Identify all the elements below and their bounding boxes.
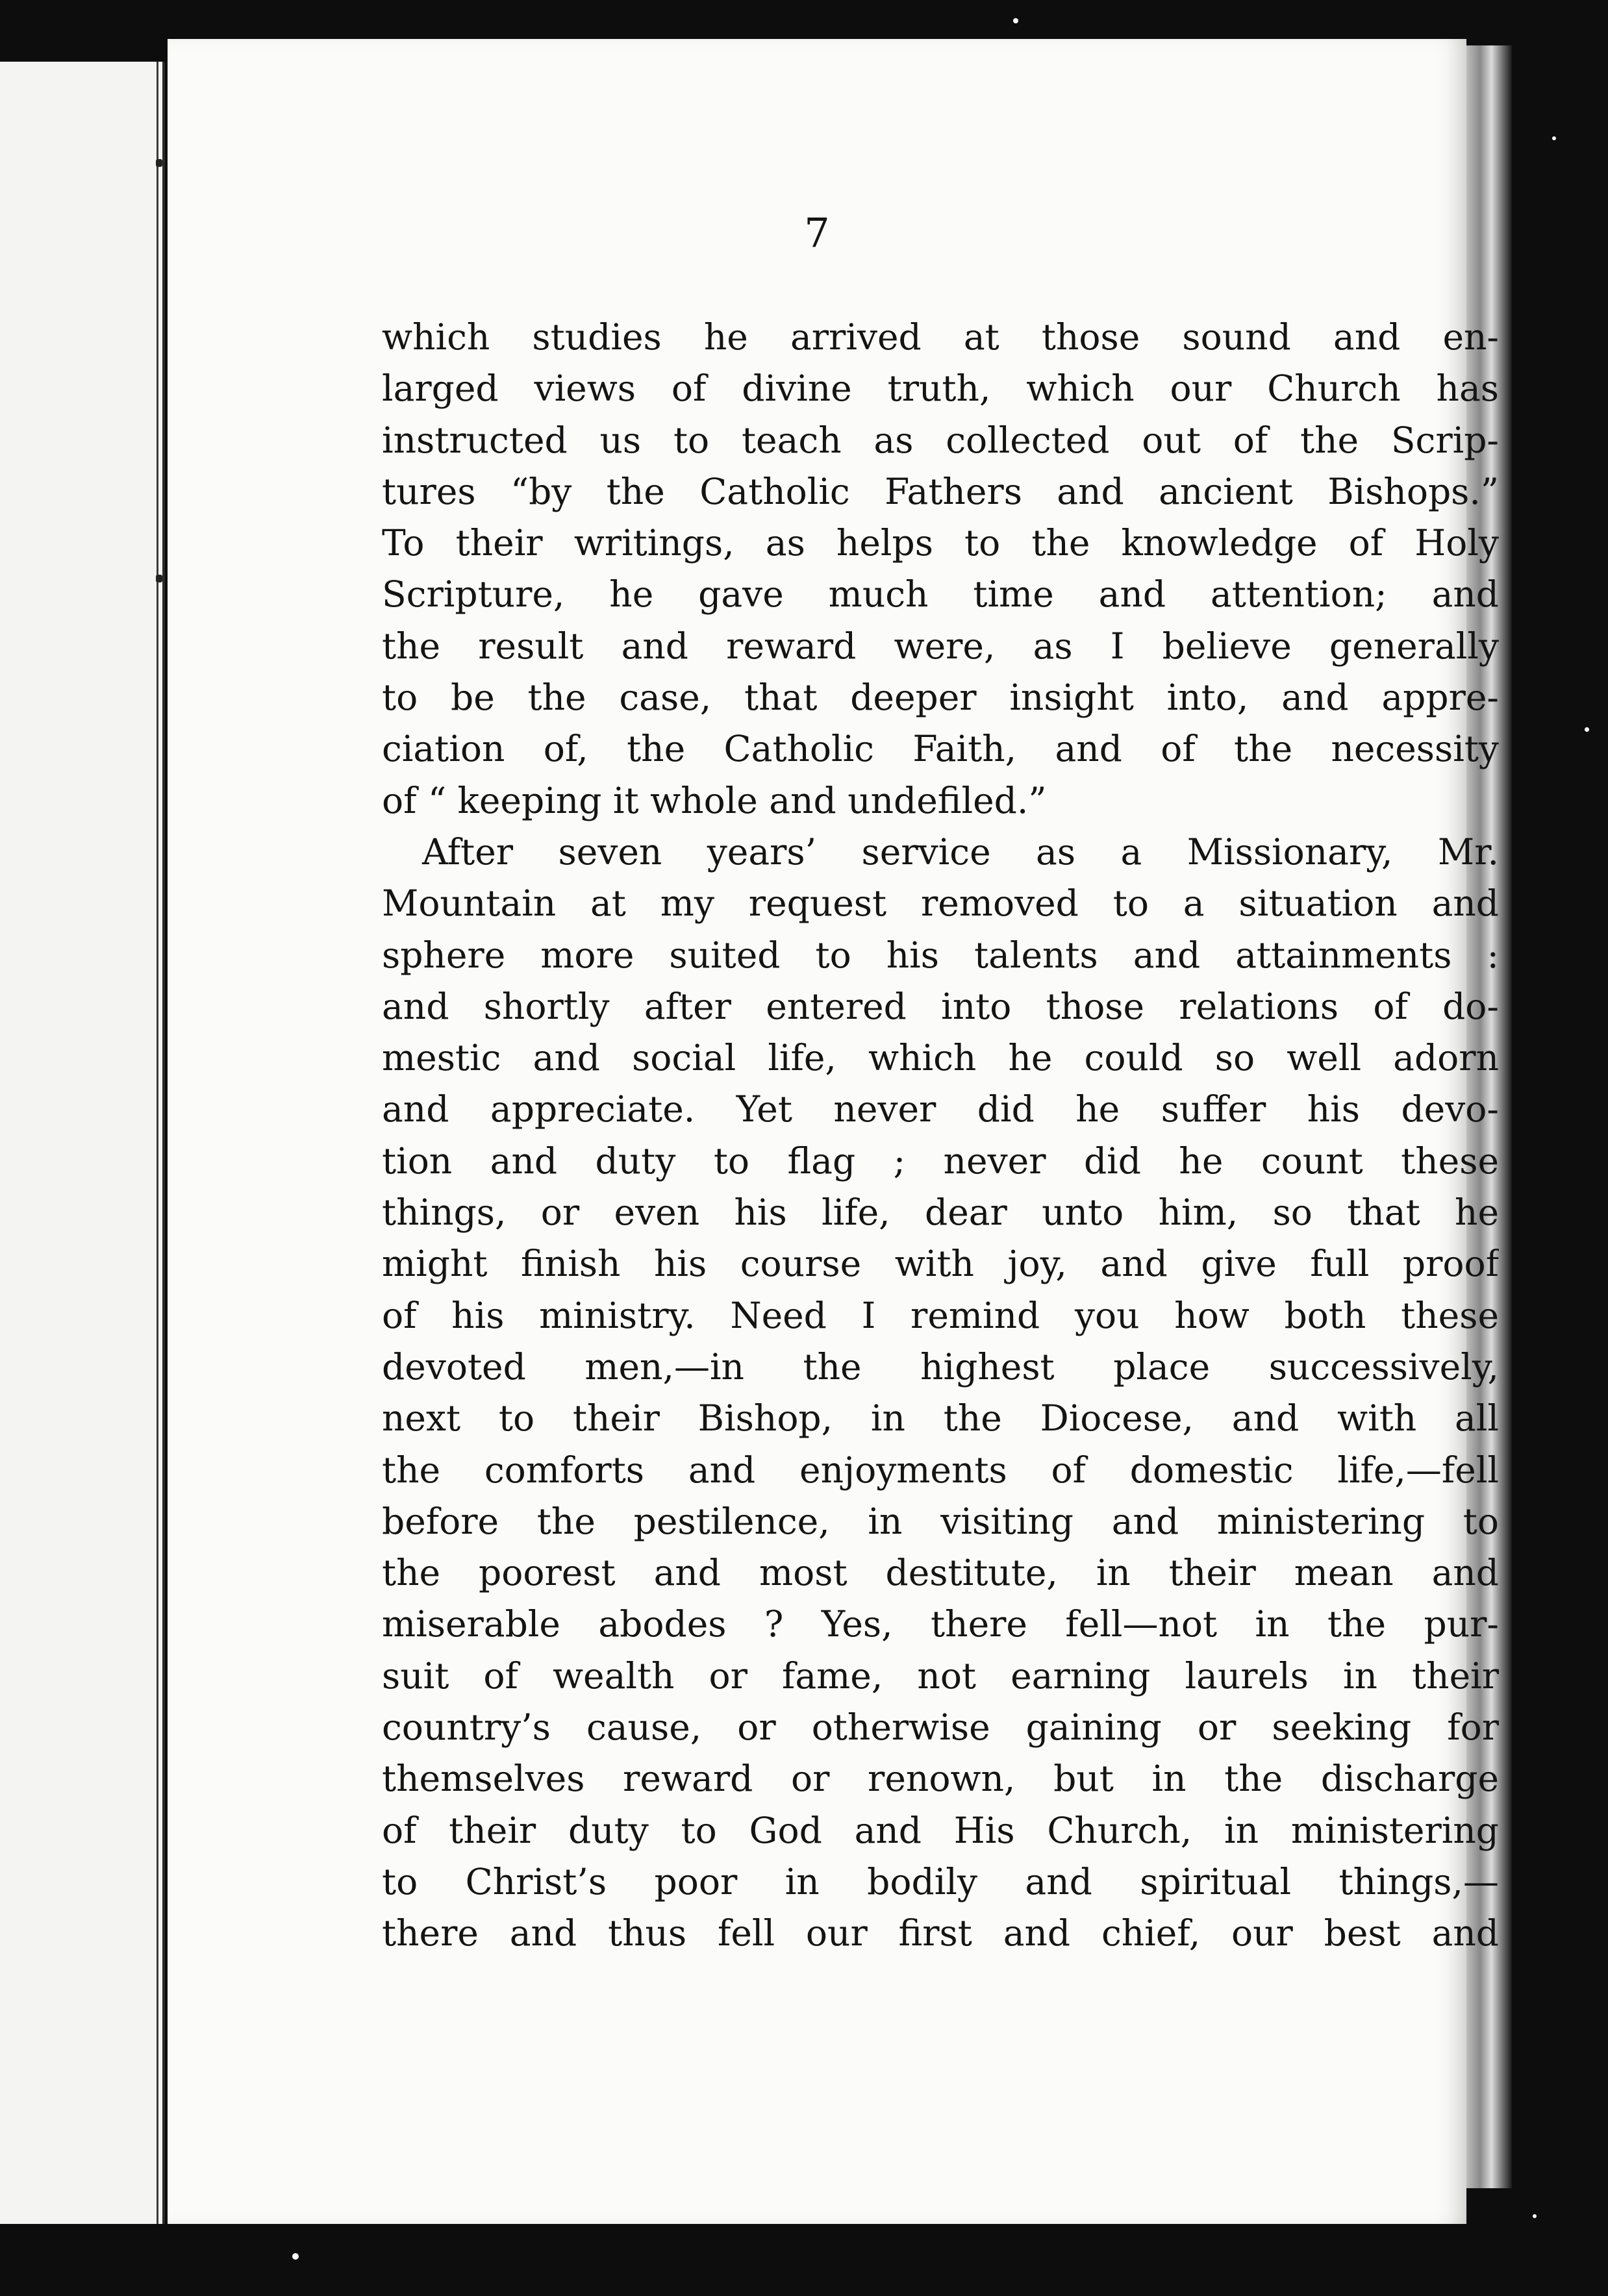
text-line: suit of wealth or fame, not earning laurels in their: [382, 1654, 1499, 1697]
facing-page-edge: [0, 62, 165, 2224]
text-line: themselves reward or renown, but in the discharge: [382, 1758, 1499, 1800]
text-line: to Christ’s poor in bodily and spiritual things,—: [382, 1860, 1499, 1903]
text-line: tion and duty to flag ; never did he count these: [382, 1140, 1499, 1182]
text-line: of his ministry. Need I remind you how both these: [382, 1294, 1499, 1336]
text-line: might finish his course with joy, and give full proof: [382, 1243, 1499, 1285]
text-line: and appreciate. Yet never did he suffer his devo-: [382, 1088, 1499, 1130]
text-line: of “ keeping it whole and undefiled.”: [382, 779, 1047, 821]
binding-mark: [156, 575, 162, 582]
book-page: [168, 39, 1499, 2224]
text-line: instructed us to teach as collected out of the Scrip-: [382, 419, 1499, 461]
scan-speck: [292, 2253, 299, 2260]
text-line: miserable abodes ? Yes, there fell—not in the pur-: [382, 1603, 1499, 1645]
text-line: sphere more suited to his talents and attainments :: [382, 934, 1499, 976]
page-number: 7: [804, 209, 830, 256]
text-line: country’s cause, or otherwise gaining or seeking for: [382, 1706, 1499, 1749]
text-line: of their duty to God and His Church, in ministering: [382, 1809, 1499, 1851]
text-line: Scripture, he gave much time and attention; and: [382, 573, 1499, 616]
scan-speck: [1013, 18, 1018, 23]
text-line: to be the case, that deeper insight into, and appre-: [382, 677, 1499, 719]
text-line: the comforts and enjoyments of domestic life,—fell: [382, 1449, 1499, 1491]
body-text: [382, 312, 1499, 1960]
text-line: the poorest and most destitute, in their mean and: [382, 1552, 1499, 1594]
text-line: things, or even his life, dear unto him, so that he: [382, 1192, 1499, 1234]
text-line: before the pestilence, in visiting and ministering to: [382, 1500, 1499, 1542]
text-line: the result and reward were, as I believe generally: [382, 625, 1499, 667]
text-line: mestic and social life, which he could so well adorn: [382, 1037, 1499, 1079]
scan-speck: [1585, 727, 1589, 732]
text-line: Mountain at my request removed to a situation and: [382, 882, 1499, 925]
text-line: and shortly after entered into those relations of do-: [382, 985, 1499, 1027]
text-line: next to their Bishop, in the Diocese, and with all: [382, 1397, 1499, 1440]
text-line: To their writings, as helps to the knowledge of Holy: [382, 522, 1499, 564]
text-line: tures “by the Catholic Fathers and ancient Bishops.”: [382, 470, 1499, 512]
text-line: ciation of, the Catholic Faith, and of the necessity: [382, 728, 1499, 770]
scan-speck: [1552, 136, 1556, 140]
text-line: larged views of divine truth, which our Church has: [382, 368, 1499, 410]
gutter-line: [157, 62, 158, 2224]
text-line: there and thus fell our first and chief, our best and: [382, 1912, 1499, 1954]
scan-speck: [1533, 2214, 1537, 2218]
text-line: which studies he arrived at those sound and en-: [382, 316, 1499, 358]
binding-mark: [156, 159, 162, 167]
text-line: After seven years’ service as a Missionary, Mr.: [422, 830, 1499, 873]
text-line: devoted men,—in the highest place successively,: [382, 1345, 1499, 1388]
